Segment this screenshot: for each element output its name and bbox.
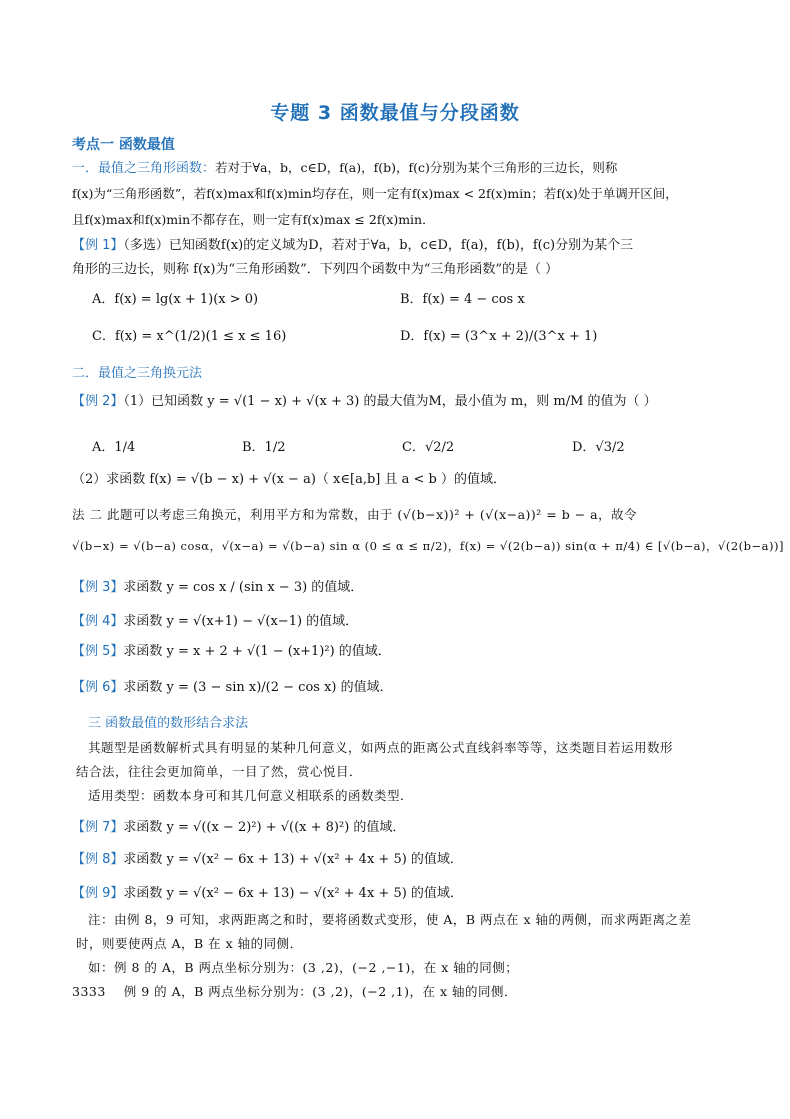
- ex8-tag: 【例 8】: [72, 852, 124, 867]
- sec1-text2: f(x)为“三角形函数”，若f(x)max和f(x)min均存在，则一定有f(x)max < 2f(x)min；若f(x)处于单调开区间，: [72, 186, 678, 201]
- ex4-tag: 【例 4】: [72, 614, 124, 629]
- sec1-text3: 且f(x)max和f(x)min不都存在，则一定有f(x)max ≤ 2f(x)min．: [72, 212, 435, 227]
- ex2-option-d: D．√3/2: [572, 440, 625, 455]
- ex8-line: [72, 850, 463, 870]
- ex1-option-c: C．f(x) = x^(1/2)(1 ≤ x ≤ 16): [92, 329, 287, 344]
- ex5-tag: 【例 5】: [72, 644, 124, 659]
- ex7-line: [72, 818, 405, 838]
- ex9-line: [72, 884, 463, 904]
- ex2-option-c: C．√2/2: [402, 440, 455, 455]
- ex4-line: [72, 612, 358, 632]
- sec1-text1: 若对于∀a，b，c∈D，f(a)，f(b)，f(c)分别为某个三角形的三边长，则称: [215, 160, 618, 175]
- ex4-text: 求函数 y = √(x+1) − √(x−1) 的值域．: [123, 614, 359, 629]
- ex1-option-b: B．f(x) = 4 − cos x: [400, 292, 525, 307]
- ex9-tag: 【例 9】: [72, 886, 124, 901]
- section-heading-kaodian1: 考点一 函数最值: [72, 137, 175, 153]
- ex2-option-a: A．1/4: [92, 440, 136, 455]
- ex2-option-b: B．1/2: [242, 440, 286, 455]
- ex3-tag: 【例 3】: [72, 580, 124, 595]
- ex1-tag: 【例 1】: [72, 238, 124, 253]
- sec2-heading: 二．最值之三角换元法: [72, 366, 203, 381]
- ex2-q2: （2）求函数 f(x) = √(b − x) + √(x − a)（ x∈[a,b] 且 a < b ）的值域．: [72, 472, 506, 487]
- ex7-text: 求函数 y = √((x − 2)²) + √((x + 8)²) 的值域．: [123, 820, 406, 835]
- ex2-tag: 【例 2】: [72, 394, 124, 409]
- ex1-option-d: D．f(x) = (3^x + 2)/(3^x + 1): [400, 329, 598, 344]
- sec3-para1: 其题型是函数解析式具有明显的某种几何意义，如两点的距离公式直线斜率等等，这类题目若运用数形: [88, 740, 674, 755]
- page-title: 专题 3 函数最值与分段函数: [270, 102, 520, 124]
- ex5-line: [72, 642, 391, 662]
- note-line2: 时，则要使两点 A，B 在 x 轴的同侧．: [76, 936, 303, 951]
- ex3-text: 求函数 y = cos x / (sin x − 3) 的值域．: [123, 580, 364, 595]
- ex6-line: [72, 678, 393, 698]
- ex2-method-line2: √(b−x) = √(b−a) cosα，√(x−a) = √(b−a) sin α (0 ≤ α ≤ π/2)，f(x) = √(2(b−a)) sin(α + π/4) ∈ [√(b−a)，√(2(b−a))]: [72, 539, 784, 553]
- ex2-q1: （1）已知函数 y = √(1 − x) + √(x + 3) 的最大值为M，最小值为 m，则 m/M 的值为（ ）: [123, 394, 657, 409]
- note-line4-text: 例 9 的 A，B 两点坐标分别为：(3 ,2)，(−2 ,1)，在 x 轴的同侧．: [123, 984, 517, 999]
- sec1-heading: 一．最值之三角形函数：: [72, 161, 216, 176]
- ex2-method-line1: 法 二 此题可以考虑三角换元，利用平方和为常数，由于 (√(b−x))² + (√(x−a))² = b − a，故令: [72, 507, 638, 522]
- note-line3: 如：例 8 的 A，B 两点坐标分别为：(3 ,2)，(−2 ,−1)，在 x 轴的同侧；: [88, 960, 519, 975]
- ex1-line1: [72, 236, 633, 256]
- note-line1: 注：由例 8，9 可知，求两距离之和时，要将函数式变形，使 A，B 两点在 x 轴的两侧，而求两距离之差: [88, 912, 692, 927]
- ex1-text1: （多选）已知函数f(x)的定义域为D，若对于∀a，b，c∈D，f(a)，f(b)，f(c)分别为某个三: [123, 238, 634, 253]
- ex5-text: 求函数 y = x + 2 + √(1 − (x+1)²) 的值域．: [123, 644, 391, 659]
- sec1-line1: [72, 158, 617, 179]
- note-line4: [72, 982, 517, 1000]
- sec3-para2: 结合法，往往会更加简单，一目了然，赏心悦目．: [76, 764, 363, 779]
- ex1-text2: 角形的三边长，则称 f(x)为“三角形函数”．下列四个函数中为“三角形函数”的是（ ）: [72, 262, 559, 277]
- ex1-option-a: A．f(x) = lg(x + 1)(x > 0): [92, 292, 259, 307]
- sec3-para3: 适用类型：函数本身可和其几何意义相联系的函数类型．: [88, 788, 414, 803]
- ex3-line: [72, 578, 363, 598]
- note-line4-prefix: 3333: [72, 984, 106, 999]
- ex2-q1-line: [72, 392, 657, 412]
- ex6-tag: 【例 6】: [72, 680, 124, 695]
- ex9-text: 求函数 y = √(x² − 6x + 13) − √(x² + 4x + 5) 的值域．: [123, 886, 463, 901]
- ex8-text: 求函数 y = √(x² − 6x + 13) + √(x² + 4x + 5) 的值域．: [123, 852, 463, 867]
- sec3-heading: 三 函数最值的数形结合求法: [88, 716, 249, 731]
- ex6-text: 求函数 y = (3 − sin x)/(2 − cos x) 的值域．: [123, 680, 393, 695]
- ex7-tag: 【例 7】: [72, 820, 124, 835]
